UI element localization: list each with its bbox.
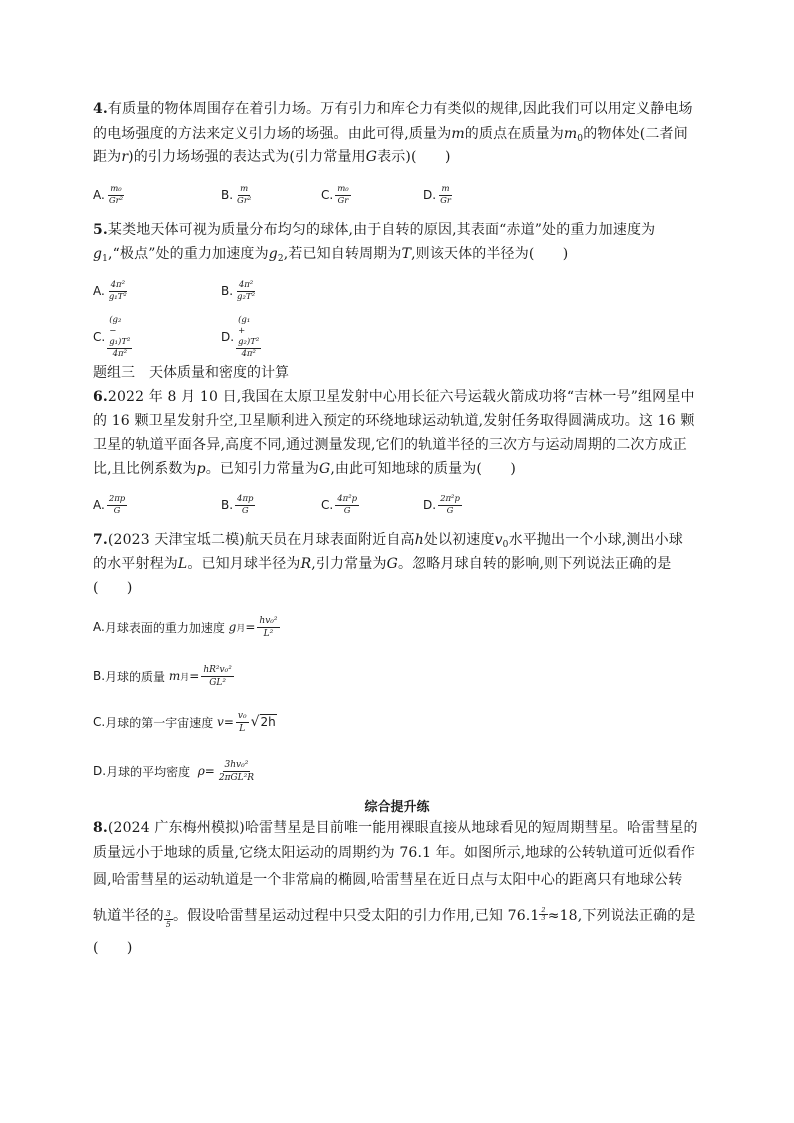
fraction: $\frac{\text{4π²p}}{G}$ [337, 493, 358, 516]
section-title: 综合提升练 [364, 800, 430, 815]
fraction: $\frac{\text{hR²v₀²}}{\text{GL²}}$ [203, 664, 232, 688]
q5-line-1: 5.某类地天体可视为质量分布均匀的球体,由于自转的原因,其表面“赤道”处的重力加速度为 [93, 222, 656, 238]
q8-line-4: 轨道半径的 $\frac{3}{5}$ 。假设哈雷彗星运动过程中只受太阳的引力作用,已知 76.1 $\frac{2}{3}$ ≈18,下列说法正确的是 [93, 906, 696, 929]
fraction: $\frac{\text{3hv₀²}}{\text{2πGL²R}}$ [218, 759, 255, 783]
q4-line-3: 距为r)的引力场场强的表达式为(引力常量用G表示)( ) [93, 149, 451, 165]
q5-option-d[interactable]: D. $\frac{\text{(g₁ + g₂)T²}}{\text{4π²}}$ [221, 314, 260, 359]
fraction: $\frac{\text{4π²}}{\text{g₁T²}}$ [108, 279, 127, 302]
q5-option-a[interactable]: A. $\frac{\text{4π²}}{\text{g₁T²}}$ [93, 279, 127, 302]
q8-line-1: 8.(2024 广东梅州模拟)哈雷彗星是目前唯一能用裸眼直接从地球看见的短周期彗星。哈雷彗星的 [93, 820, 698, 836]
q4-number: 4. [93, 101, 108, 117]
q4-line-1: 4.有质量的物体周围存在着引力场。万有引力和库仑力有类似的规律,因此我们可以用定义静电场 [93, 101, 693, 117]
q5-option-c[interactable]: C. $\frac{\text{(g₂ − g₁)T²}}{\text{4π²}}$ [93, 314, 131, 359]
fraction: $\frac{\text{v₀}}{L}$ [237, 710, 247, 734]
q6-option-b[interactable]: B. $\frac{4\pi p}{G}$ [221, 493, 254, 516]
q8-line-5: ( ) [93, 940, 133, 956]
group-3-title: 题组三 天体质量和密度的计算 [93, 365, 289, 381]
fraction: $\frac{m}{\text{Gr²}}$ [237, 183, 252, 206]
q6-line-4: 比,且比例系数为p。已知引力常量为G,由此可知地球的质量为( ) [93, 461, 516, 477]
q6-option-a[interactable]: A. $\frac{2\pi p}{G}$ [93, 493, 126, 516]
fraction: $\frac{4\pi p}{G}$ [237, 493, 254, 516]
fraction: $\frac{\text{(g₂ − g₁)T²}}{\text{4π²}}$ [109, 314, 131, 359]
fraction: $\frac{2\pi p}{G}$ [108, 493, 126, 516]
q4-option-b[interactable]: B. $\frac{m}{\text{Gr²}}$ [221, 183, 252, 206]
q6-option-c[interactable]: C. $\frac{\text{4π²p}}{G}$ [321, 493, 358, 516]
q7-option-c[interactable]: C. 月球的第一宇宙速度 v = $\frac{\text{v₀}}{L}$ √2h [93, 710, 276, 734]
q5-line-2: $g_1,“$极点”处的重力加速度为$g_2$,若已知自转周期为T,则该天体的半径为( ) [93, 246, 569, 264]
q4-option-a[interactable]: A. $\frac{\text{m₀}}{\text{Gr²}}$ [93, 183, 124, 206]
q7-option-d[interactable]: D. 月球的平均密度 ρ = $\frac{\text{3hv₀²}}{\text{2πGL²R}}$ [93, 759, 255, 783]
fraction: $\frac{3}{5}$ [165, 909, 171, 929]
q6-line-1: 6.2022 年 8 月 10 日,我国在太原卫星发射中心用长征六号运载火箭成功将“吉林一号”组网星中 [93, 389, 695, 405]
q8-line-2: 质量远小于地球的质量,它绕太阳运动的周期约为 76.1 年。如图所示,地球的公转轨道可近似看作 [93, 845, 696, 861]
fraction: $\frac{\text{hv₀²}}{\text{L²}}$ [259, 615, 278, 639]
fraction: $\frac{\text{4π²}}{\text{g₂T²}}$ [237, 279, 255, 302]
q6-option-d[interactable]: D. $\frac{\text{2π²p}}{G}$ [423, 493, 460, 516]
fraction: $\frac{\text{m₀}}{\text{Gr²}}$ [108, 183, 124, 206]
q4-option-d[interactable]: D. $\frac{m}{Gr}$ [423, 183, 451, 206]
q7-number: 7. [93, 532, 108, 548]
q5-number: 5. [93, 222, 108, 238]
q7-line-2: 的水平射程为L。已知月球半径为R,引力常量为G。忽略月球自转的影响,则下列说法正确的是 [93, 556, 672, 572]
fraction: $\frac{\text{2π²p}}{G}$ [440, 493, 460, 516]
q7-option-a[interactable]: A. 月球表面的重力加速度 g 月 = $\frac{\text{hv₀²}}{\text{L²}}$ [93, 615, 278, 639]
fraction: $\frac{\text{(g₁ + g₂)T²}}{\text{4π²}}$ [238, 314, 260, 359]
q6-line-2: 的 16 颗卫星发射升空,卫星顺利进入预定的环绕地球运动轨道,发射任务取得圆满成功。这 16 颗 [93, 413, 695, 429]
q5-option-b[interactable]: B. $\frac{\text{4π²}}{\text{g₂T²}}$ [221, 279, 255, 302]
exponent-fraction: $\frac{2}{3}$ [541, 906, 546, 922]
q7-line-3: ( ) [93, 580, 133, 596]
q6-number: 6. [93, 389, 108, 405]
q8-line-3: 圆,哈雷彗星的运动轨道是一个非常扁的椭圆,哈雷彗星在近日点与太阳中心的距离只有地球公转 [93, 872, 683, 888]
fraction: $\frac{\text{m₀}}{Gr}$ [337, 183, 349, 206]
q6-line-3: 卫星的轨道平面各异,高度不同,通过测量发现,它们的轨道半径的三次方与运动周期的二次方成正 [93, 437, 687, 453]
q7-option-b[interactable]: B. 月球的质量 m 月 = $\frac{\text{hR²v₀²}}{\text{GL²}}$ [93, 664, 232, 688]
q8-number: 8. [93, 820, 108, 836]
q4-line-2: 的电场强度的方法来定义引力场的场强。由此可得,质量为m的质点在质量为$m_0$的物体处(二者间 [93, 126, 688, 144]
q4-option-c[interactable]: C. $\frac{\text{m₀}}{Gr}$ [321, 183, 349, 206]
fraction: $\frac{m}{Gr}$ [440, 183, 451, 206]
square-root: √2h [250, 714, 276, 730]
q7-line-1: 7.(2023 天津宝坻二模)航天员在月球表面附近自高h处以初速度$v_0$水平抛出一个小球,测出小球 [93, 532, 683, 550]
